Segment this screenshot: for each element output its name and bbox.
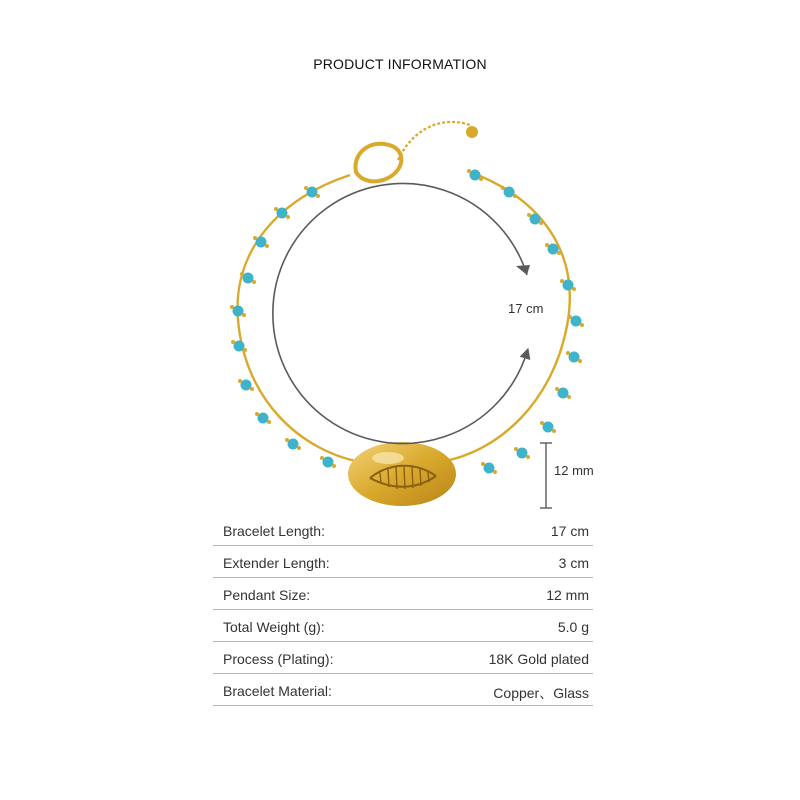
spec-row xyxy=(213,642,593,674)
spec-value: Copper、Glass xyxy=(493,685,589,701)
page-title: PRODUCT INFORMATION xyxy=(313,56,487,72)
bracelet-chain-right xyxy=(440,172,570,462)
pendant-height-label: 12 mm xyxy=(554,463,594,478)
spec-row xyxy=(213,674,593,706)
spec-value: 3 cm xyxy=(558,555,589,571)
lobster-clasp xyxy=(355,144,401,182)
spec-label: Bracelet Length: xyxy=(223,523,325,539)
bracelet-chain xyxy=(237,175,360,462)
spec-label: Process (Plating): xyxy=(223,651,334,667)
spec-value: 17 cm xyxy=(550,523,589,539)
spec-value: 5.0 g xyxy=(557,619,589,635)
extender-ball xyxy=(466,126,478,138)
circumference-label: 17 cm xyxy=(508,301,544,316)
circular-arrow-icon xyxy=(273,184,527,444)
extender-chain xyxy=(398,122,470,160)
spec-label: Total Weight (g): xyxy=(223,619,325,635)
shell-pendant xyxy=(348,442,456,506)
spec-row xyxy=(213,610,593,642)
spec-label: Pendant Size: xyxy=(223,587,311,603)
spec-row xyxy=(213,578,593,610)
dimension-bracket-icon xyxy=(540,443,552,508)
spec-value: 12 mm xyxy=(546,587,589,603)
spec-label: Extender Length: xyxy=(223,555,330,571)
spec-value: 18K Gold plated xyxy=(488,651,589,667)
spec-row xyxy=(213,546,593,578)
spec-table xyxy=(213,514,593,706)
spec-label: Bracelet Material: xyxy=(223,683,332,699)
spec-row xyxy=(213,514,593,546)
